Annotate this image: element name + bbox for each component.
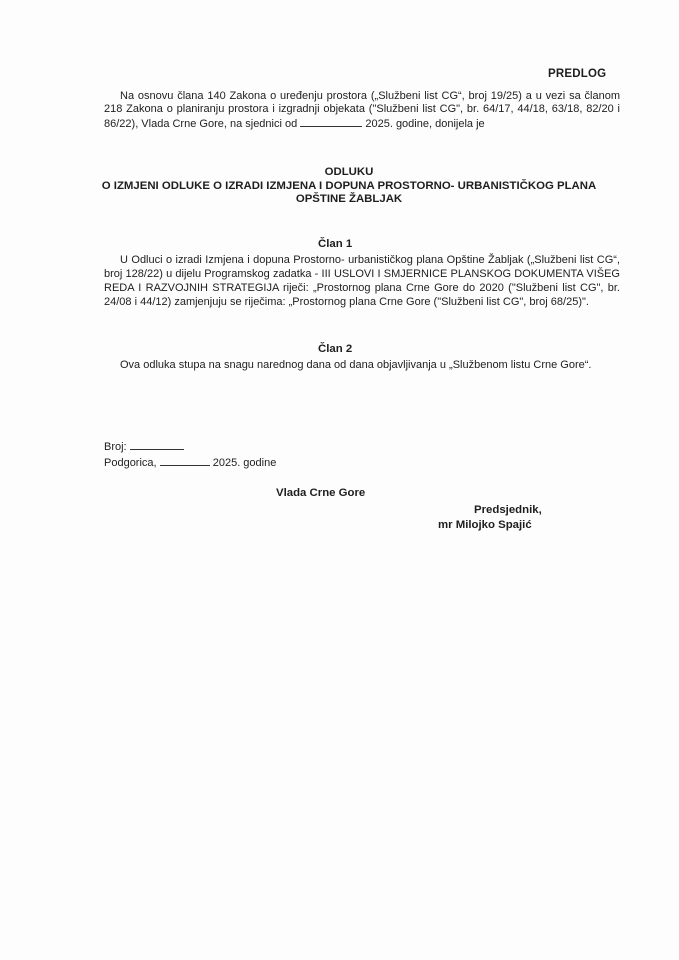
vlada-signature: Vlada Crne Gore — [276, 487, 366, 499]
broj-label: Broj: — [104, 441, 127, 453]
title-line-2: O IZMJENI ODLUKE O IZRADI IZMJENA I DOPUNA PROSTORNO- URBANISTIČKOG PLANA — [101, 179, 597, 192]
predsjednik-title: Predsjednik, — [474, 504, 542, 516]
clan-1-text — [104, 253, 620, 309]
intro-text-part2: 2025. godine, donijela je — [365, 117, 485, 130]
intro-paragraph — [104, 90, 620, 131]
decision-title — [60, 166, 638, 207]
title-line-3: OPŠTINE ŽABLJAK — [295, 193, 403, 206]
clan-2-text — [104, 358, 620, 372]
broj-blank — [130, 440, 184, 450]
clan-2-paragraph: Ova odluka stupa na snagu narednog dana od dana objavljivanja u „Službenom listu Crne Gore“. — [120, 359, 592, 371]
clan-2-heading: Član 2 — [318, 343, 353, 355]
date-blank — [300, 117, 362, 127]
place-date-line — [104, 456, 276, 469]
title-line-1: ODLUKU — [324, 166, 374, 178]
predsjednik-name: mr Milojko Spajić — [438, 519, 532, 531]
clan-1-heading: Član 1 — [318, 238, 353, 250]
clan-1-paragraph: U Odluci o izradi Izmjena i dopuna Prostorno- urbanističkog plana Opštine Žabljak („Službeni list CG“, broj 128/22) u dijelu Programskog zadatka - III USLOVI I SMJERNICE PLANSKOG DOKUMENTA VIŠEG REDA I RAZVOJNIH STRATEGIJA riječi: „Prostornog plana Crne Gore do 2020 ("Službeni list CG", br. 24/08 i 44/12) zamjenjuju se riječima: „Prostornog plana Crne Gore ("Službeni list CG", broj 68/25)". — [104, 254, 620, 308]
broj-line — [104, 440, 184, 453]
predlog-label: PREDLOG — [548, 68, 607, 80]
place-date-blank — [160, 456, 210, 466]
godina-label: 2025. godine — [212, 457, 277, 469]
intro-text-part1: Na osnovu člana 140 Zakona o uređenju prostora („Službeni list CG“, broj 19/25) a u vezi sa članom 218 Zakona o planiranju prostora i izgradnji objekata ("Službeni list CG", br. 64/17, 44/18, 63/18, 82/20 i 86/22), Vlada Crne Gore, na sjednici od — [104, 90, 620, 130]
grad-label: Podgorica, — [104, 457, 157, 469]
